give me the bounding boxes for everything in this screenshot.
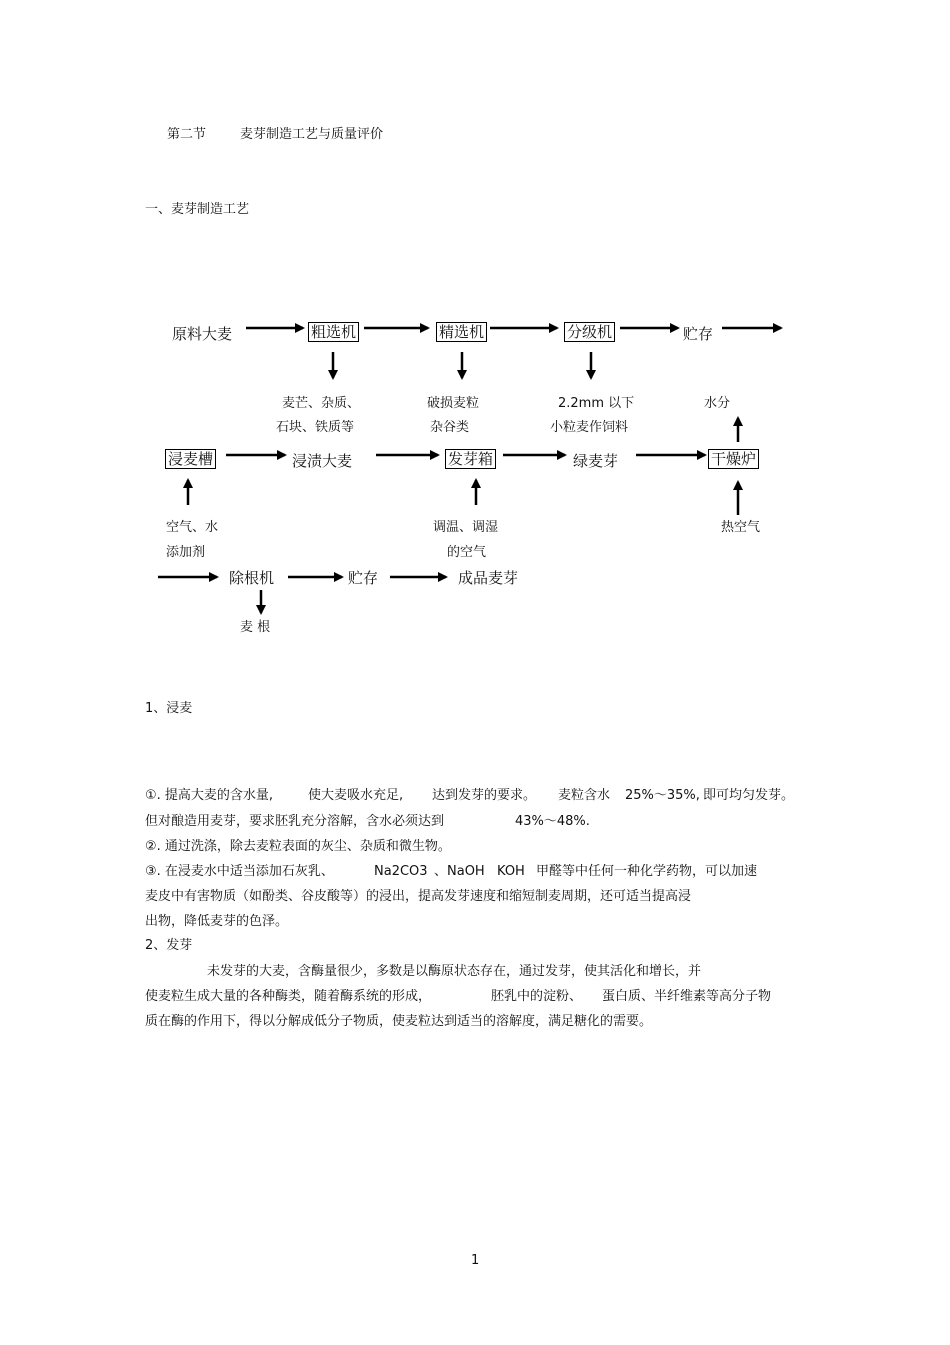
p4-line2-a: 使麦粒生成大量的各种酶类，随着酶系统的形成，	[145, 989, 432, 1004]
roots-output: 麦 根	[240, 620, 271, 635]
grader-output-line1: 2.2mm 以下	[558, 396, 635, 411]
p4-line3: 质在酶的作用下，得以分解成低分子物质，使麦粒达到适当的溶解度，满足糖化的需要。	[145, 1014, 653, 1029]
germ-input-line2: 的空气	[447, 545, 487, 560]
p3-line3: 出物，降低麦芽的色泽。	[145, 914, 289, 929]
coarse-output-line2: 石块、铁质等	[276, 420, 355, 435]
p1-line1-c: 达到发芽的要求。	[432, 788, 537, 803]
coarse-output-line1: 麦芒、杂质、	[282, 396, 361, 411]
p1-line1-f: 即可均匀发芽。	[703, 788, 795, 803]
p4-line2-c: 蛋白质、半纤维素等高分子物	[602, 989, 772, 1004]
node-germination-box: 发芽箱	[445, 449, 496, 469]
p1-line2-a: 但对酿造用麦芽，要求胚乳充分溶解，含水必须达到	[145, 814, 445, 829]
steep-input-line2: 添加剂	[166, 545, 206, 560]
node-deroot-machine: 除根机	[229, 569, 275, 587]
node-storage-1: 贮存	[683, 325, 714, 343]
p2-line1: ②. 通过洗涤，除去麦粒表面的灰尘、杂质和微生物。	[145, 839, 451, 854]
heading-process: 一、麦芽制造工艺	[145, 202, 250, 217]
p1-line2-b: 43%～48%.	[515, 814, 590, 829]
p3-line1-a: ③. 在浸麦水中适当添加石灰乳、	[145, 864, 334, 879]
p4-line2-b: 胚乳中的淀粉、	[491, 989, 583, 1004]
node-finished-malt: 成品麦芽	[458, 569, 519, 587]
water-output: 水分	[704, 396, 731, 411]
fine-output-line2: 杂谷类	[430, 420, 470, 435]
p1-line1-e: 25%～35%,	[625, 788, 700, 803]
hot-air-input: 热空气	[721, 520, 761, 535]
node-storage-2: 贮存	[348, 569, 379, 587]
section-number: 第二节	[167, 127, 207, 142]
p1-line1-a: ①. 提高大麦的含水量,	[145, 788, 274, 803]
p3-line2: 麦皮中有害物质（如酚类、谷皮酸等）的浸出，提高发芽速度和缩短制麦周期，还可适当提高浸	[145, 889, 692, 904]
heading-germination: 2、发芽	[145, 938, 193, 953]
node-coarse-selector: 粗选机	[308, 322, 359, 342]
p3-line1-b: Na2CO3	[374, 864, 428, 879]
p3-line1-d: KOH	[497, 864, 525, 879]
p3-line1-e: 甲醛等中任何一种化学药物，可以加速	[536, 864, 758, 879]
p1-line1-b: 使大麦吸水充足,	[308, 788, 404, 803]
p3-line1-c: 、NaOH	[434, 864, 485, 879]
section-title: 麦芽制造工艺与质量评价	[240, 127, 384, 142]
node-steeping-tank: 浸麦槽	[165, 449, 216, 469]
node-steeped-barley: 浸渍大麦	[292, 452, 353, 470]
grader-output-line2: 小粒麦作饲料	[550, 420, 629, 435]
p1-line1-d: 麦粒含水	[558, 788, 611, 803]
fine-output-line1: 破损麦粒	[427, 396, 480, 411]
node-raw-barley: 原料大麦	[172, 325, 233, 343]
node-kiln: 干燥炉	[708, 449, 759, 469]
steep-input-line1: 空气、水	[166, 520, 219, 535]
germ-input-line1: 调温、调湿	[433, 520, 499, 535]
node-grader: 分级机	[564, 322, 615, 342]
node-green-malt: 绿麦芽	[573, 452, 619, 470]
node-fine-selector: 精选机	[436, 322, 487, 342]
p4-line1: 未发芽的大麦，含酶量很少，多数是以酶原状态存在，通过发芽，使其活化和增长，并	[207, 964, 702, 979]
heading-steeping: 1、浸麦	[145, 701, 193, 716]
page-number: 1	[471, 1253, 480, 1268]
